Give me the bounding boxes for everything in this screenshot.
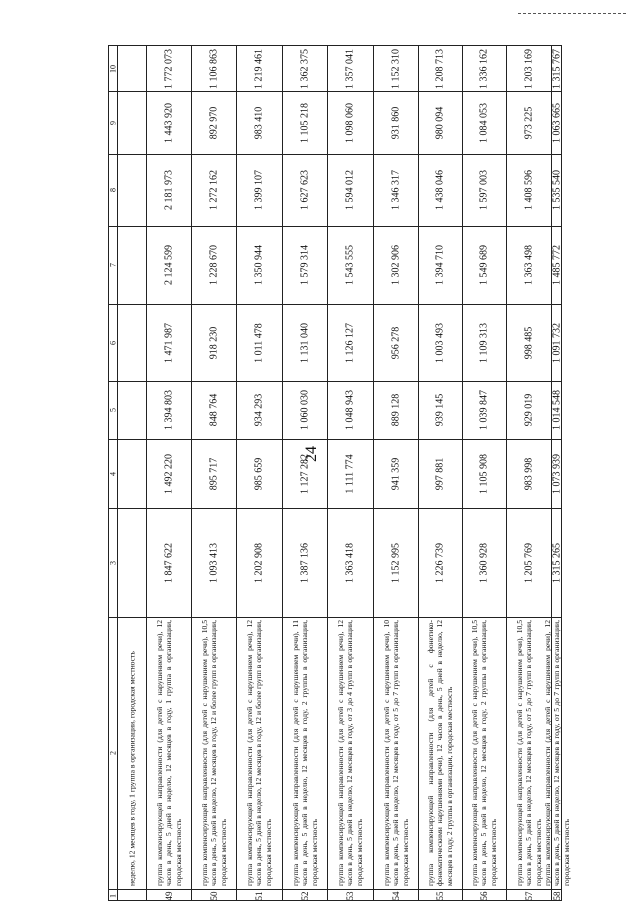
column-header-3: 3	[108, 560, 118, 565]
row-index: 55	[435, 891, 445, 900]
row-value-col-5: 889 128	[390, 393, 401, 427]
row-value-col-7: 1 228 670	[208, 245, 219, 285]
row-value-col-4: 1 127 282	[299, 453, 310, 494]
column-header-6: 6	[108, 340, 118, 345]
row-value-col-10: 1 772 073	[163, 48, 174, 89]
row-index: 57	[523, 891, 534, 900]
row-value-col-7: 1 363 498	[523, 245, 534, 285]
row-value-col-7: 1 350 944	[253, 245, 265, 285]
row-index: 49	[163, 891, 174, 900]
row-value-col-8: 1 594 012	[344, 170, 356, 210]
row-index: 51	[254, 891, 264, 900]
row-divider	[418, 46, 419, 900]
row-value-col-9: 983 410	[253, 106, 265, 139]
row-value-col-8: 1 438 046	[434, 170, 446, 210]
row-description: группа компенсирующей направленности (для детей с фонетико-фонематическими нарушениями речи), 12 часов в день, 5 дней в неделю, 12 месяцев в году, 2 группы в организации, городская местность	[425, 620, 454, 886]
column-divider	[109, 304, 561, 305]
row-value-col-6: 998 485	[523, 326, 534, 359]
column-divider	[109, 617, 561, 618]
row-value-col-6: 1 091 732	[551, 322, 563, 363]
row-value-col-4: 983 998	[523, 457, 534, 490]
row-value-col-9: 892 970	[208, 106, 219, 139]
row-value-col-8: 2 181 973	[163, 170, 174, 210]
row-value-col-7: 1 485 772	[551, 245, 563, 285]
row-value-col-4: 941 359	[390, 457, 401, 490]
carryover-description: неделю, 12 месяцев в году, 1 группа в организации, городская местность	[126, 651, 136, 886]
row-divider	[146, 46, 147, 900]
row-value-col-5: 848 764	[208, 393, 219, 427]
row-index: 50	[208, 891, 219, 900]
row-description: группа компенсирующей направленности (для детей с нарушением речи), 12 часов в день, 5 дней в неделю, 12 месяцев в году, 12 и более групп в организации, городская местность	[244, 620, 273, 886]
row-divider	[506, 46, 507, 900]
column-header-7: 7	[108, 263, 118, 267]
row-value-col-6: 1 003 493	[434, 322, 446, 363]
row-index: 54	[390, 891, 401, 900]
column-header-5: 5	[108, 408, 118, 412]
row-index: 58	[552, 891, 562, 900]
column-divider	[109, 91, 561, 92]
row-value-col-7: 1 579 314	[299, 245, 310, 285]
row-value-col-10: 1 357 041	[344, 48, 356, 89]
row-value-col-6: 918 230	[208, 326, 219, 359]
row-value-col-6: 1 109 313	[478, 322, 490, 363]
row-divider	[327, 46, 328, 900]
column-divider	[109, 889, 561, 890]
row-divider	[191, 46, 192, 900]
row-value-col-7: 1 394 710	[434, 245, 446, 285]
row-divider	[462, 46, 463, 900]
row-description: группа компенсирующей направленности (для детей с нарушением речи), 11 часов в день, 5 дней в неделю, 12 месяцев в году, 2 группы в организации, городская местность	[290, 620, 319, 886]
row-value-col-3: 1 360 928	[478, 542, 490, 583]
row-value-col-10: 1 362 375	[299, 48, 310, 89]
row-value-col-10: 1 152 310	[390, 48, 401, 89]
top-dashed-rule	[518, 13, 626, 14]
row-value-col-10: 1 203 169	[523, 48, 534, 89]
row-value-col-9: 931 860	[390, 106, 401, 139]
row-value-col-4: 895 717	[208, 457, 219, 490]
row-value-col-3: 1 387 136	[299, 542, 310, 583]
row-value-col-4: 1 105 908	[478, 453, 490, 494]
row-description: группа компенсирующей направленности (для детей с нарушением речи), 10,5 часов в день, 5 дней в неделю, 12 месяцев в году, 2 группы в организации, городская местность	[469, 620, 498, 886]
row-value-col-4: 985 659	[253, 457, 265, 490]
row-value-col-4: 1 073 939	[551, 453, 563, 494]
row-value-col-7: 2 124 599	[163, 245, 174, 285]
column-header-8: 8	[108, 188, 118, 192]
column-header-1: 1	[108, 893, 118, 898]
row-value-col-4: 1 111 774	[344, 453, 356, 494]
row-value-col-3: 1 847 622	[163, 542, 174, 583]
row-value-col-8: 1 346 317	[390, 170, 401, 210]
row-value-col-5: 1 039 847	[478, 390, 490, 430]
row-value-col-3: 1 226 739	[434, 542, 446, 583]
row-value-col-9: 1 098 060	[344, 102, 356, 143]
column-divider	[109, 154, 561, 155]
column-divider	[109, 439, 561, 440]
row-value-col-7: 1 549 689	[478, 245, 490, 285]
row-value-col-8: 1 272 162	[208, 170, 219, 210]
row-description: группа компенсирующей направленности (для детей с нарушением речи), 12 часов в день, 5 дней в неделю, 12 месяцев в году, от 5 до 7 групп в организации, городская местность	[542, 620, 571, 886]
row-value-col-3: 1 363 418	[344, 542, 356, 583]
row-value-col-3: 1 315 265	[551, 542, 563, 583]
row-value-col-5: 1 394 803	[163, 390, 174, 430]
data-table	[108, 45, 571, 901]
column-header-4: 4	[108, 471, 118, 476]
row-value-col-3: 1 202 908	[253, 542, 265, 583]
row-description: группа компенсирующей направленности (для детей с нарушением речи), 10 часов в день, 5 дней в неделю, 12 месяцев в году, от 5 до 7 групп в организации, городская местность	[381, 620, 410, 886]
row-value-col-10: 1 106 863	[208, 48, 219, 89]
column-divider	[109, 226, 561, 227]
row-value-col-6: 1 131 040	[299, 322, 310, 363]
row-index: 56	[479, 891, 489, 900]
row-value-col-10: 1 336 162	[478, 48, 490, 89]
row-value-col-3: 1 152 995	[390, 542, 401, 583]
row-value-col-9: 980 094	[434, 106, 446, 139]
row-value-col-9: 1 443 920	[163, 102, 174, 143]
row-value-col-9: 1 105 218	[299, 102, 310, 143]
row-index: 53	[345, 891, 355, 900]
row-value-col-5: 934 293	[253, 393, 265, 427]
row-description: группа компенсирующей направленности (для детей с нарушением речи), 12 часов в день, 5 дней в неделю, 12 месяцев в году, от 3 до 4 групп в организации, городская местность	[335, 620, 364, 886]
row-value-col-5: 929 019	[523, 393, 534, 427]
row-value-col-6: 1 011 478	[253, 322, 265, 363]
row-index: 52	[299, 891, 310, 900]
row-description: группа компенсирующей направленности (для детей с нарушением речи), 10,5 часов в день, 5 дней в неделю, 12 месяцев в году, от 5 до 7 групп в организации, городская местность	[514, 620, 543, 886]
row-value-col-4: 997 881	[434, 457, 446, 490]
page-number: 24	[303, 446, 320, 462]
row-value-col-8: 1 627 623	[299, 170, 310, 210]
row-value-col-6: 1 471 987	[163, 322, 174, 363]
row-value-col-5: 939 145	[434, 393, 446, 427]
row-value-col-8: 1 399 107	[253, 170, 265, 210]
row-description: группа компенсирующей направленности (для детей с нарушением речи), 12 часов в день, 5 дней в неделю, 12 месяцев в году, 1 группа в организации, городская местность	[154, 620, 183, 886]
row-value-col-7: 1 543 555	[344, 245, 356, 285]
column-divider	[109, 508, 561, 509]
row-value-col-3: 1 205 769	[523, 542, 534, 583]
row-value-col-9: 1 084 053	[478, 102, 490, 143]
row-value-col-8: 1 408 596	[523, 170, 534, 210]
row-value-col-8: 1 597 003	[478, 170, 490, 210]
row-divider	[373, 46, 374, 900]
row-value-col-10: 1 315 767	[551, 48, 563, 89]
row-value-col-6: 956 278	[390, 326, 401, 359]
column-header-9: 9	[108, 120, 118, 125]
row-value-col-10: 1 208 713	[434, 48, 446, 89]
row-value-col-6: 1 126 127	[344, 322, 356, 363]
row-value-col-5: 1 048 943	[344, 390, 356, 430]
row-value-col-4: 1 492 220	[163, 453, 174, 494]
row-value-col-8: 1 535 540	[551, 170, 563, 210]
column-header-10: 10	[108, 64, 118, 73]
column-divider	[109, 381, 561, 382]
row-divider	[236, 46, 237, 900]
row-description: группа компенсирующей направленности (для детей с нарушением речи), 10,5 часов в день, 5 дней в неделю, 12 месяцев в году, 12 и более групп в организации, городская местность	[199, 620, 228, 886]
row-value-col-9: 973 225	[523, 106, 534, 139]
row-value-col-7: 1 302 906	[390, 245, 401, 285]
row-value-col-5: 1 060 030	[299, 390, 310, 430]
column-header-2: 2	[108, 751, 118, 755]
row-value-col-3: 1 093 413	[208, 542, 219, 583]
row-value-col-5: 1 014 548	[551, 390, 563, 430]
row-value-col-10: 1 219 461	[253, 48, 265, 89]
row-value-col-9: 1 063 665	[551, 102, 563, 143]
row-divider	[282, 46, 283, 900]
